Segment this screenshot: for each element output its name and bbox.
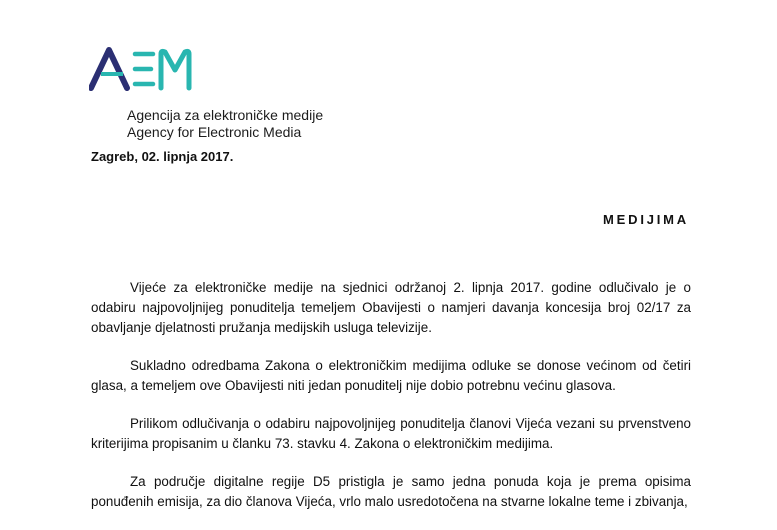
body-paragraph-4: Za područje digitalne regije D5 pristigla je samo jedna ponuda koja je prema opisima ponuđenih emisija, za dio članova Vijeća, vrlo malo usredotočena na stvarne lokalne teme i zbivanja, <box>91 474 691 509</box>
body-paragraph-1: Vijeće za elektroničke medije na sjednici održanoj 2. lipnja 2017. godine odlučivalo je o odabiru najpovoljnijeg ponuditelja temeljem Obavijesti o namjeri davanja koncesija broj 02/17 za obavljanje djelatnosti pružanja medijskih usluga televizije. <box>91 280 691 335</box>
org-name-croatian: Agencija za elektroničke medije <box>127 107 324 123</box>
letter-body <box>91 278 691 530</box>
aem-logo-mark <box>89 44 209 94</box>
aem-logo <box>89 44 329 94</box>
body-paragraph-2: Sukladno odredbama Zakona o elektroničkim medijima odluke se donose većinom od četiri glasa, a temeljem ove Obavijesti niti jedan ponuditelj nije dobio potrebnu većinu glasova. <box>91 358 691 393</box>
letter-date: Zagreb, 02. lipnja 2017. <box>91 149 234 164</box>
letter-recipient: MEDIJIMA <box>603 212 689 227</box>
logo-letter-m <box>161 51 189 88</box>
logo-letter-a <box>91 50 127 88</box>
org-name-english: Agency for Electronic Media <box>127 124 302 140</box>
body-paragraph-3: Prilikom odlučivanja o odabiru najpovoljnijeg ponuditelja članovi Vijeća vezani su prvenstveno kriterijima propisanim u članku 73. stavku 4. Zakona o elektroničkim medijima. <box>91 416 691 451</box>
